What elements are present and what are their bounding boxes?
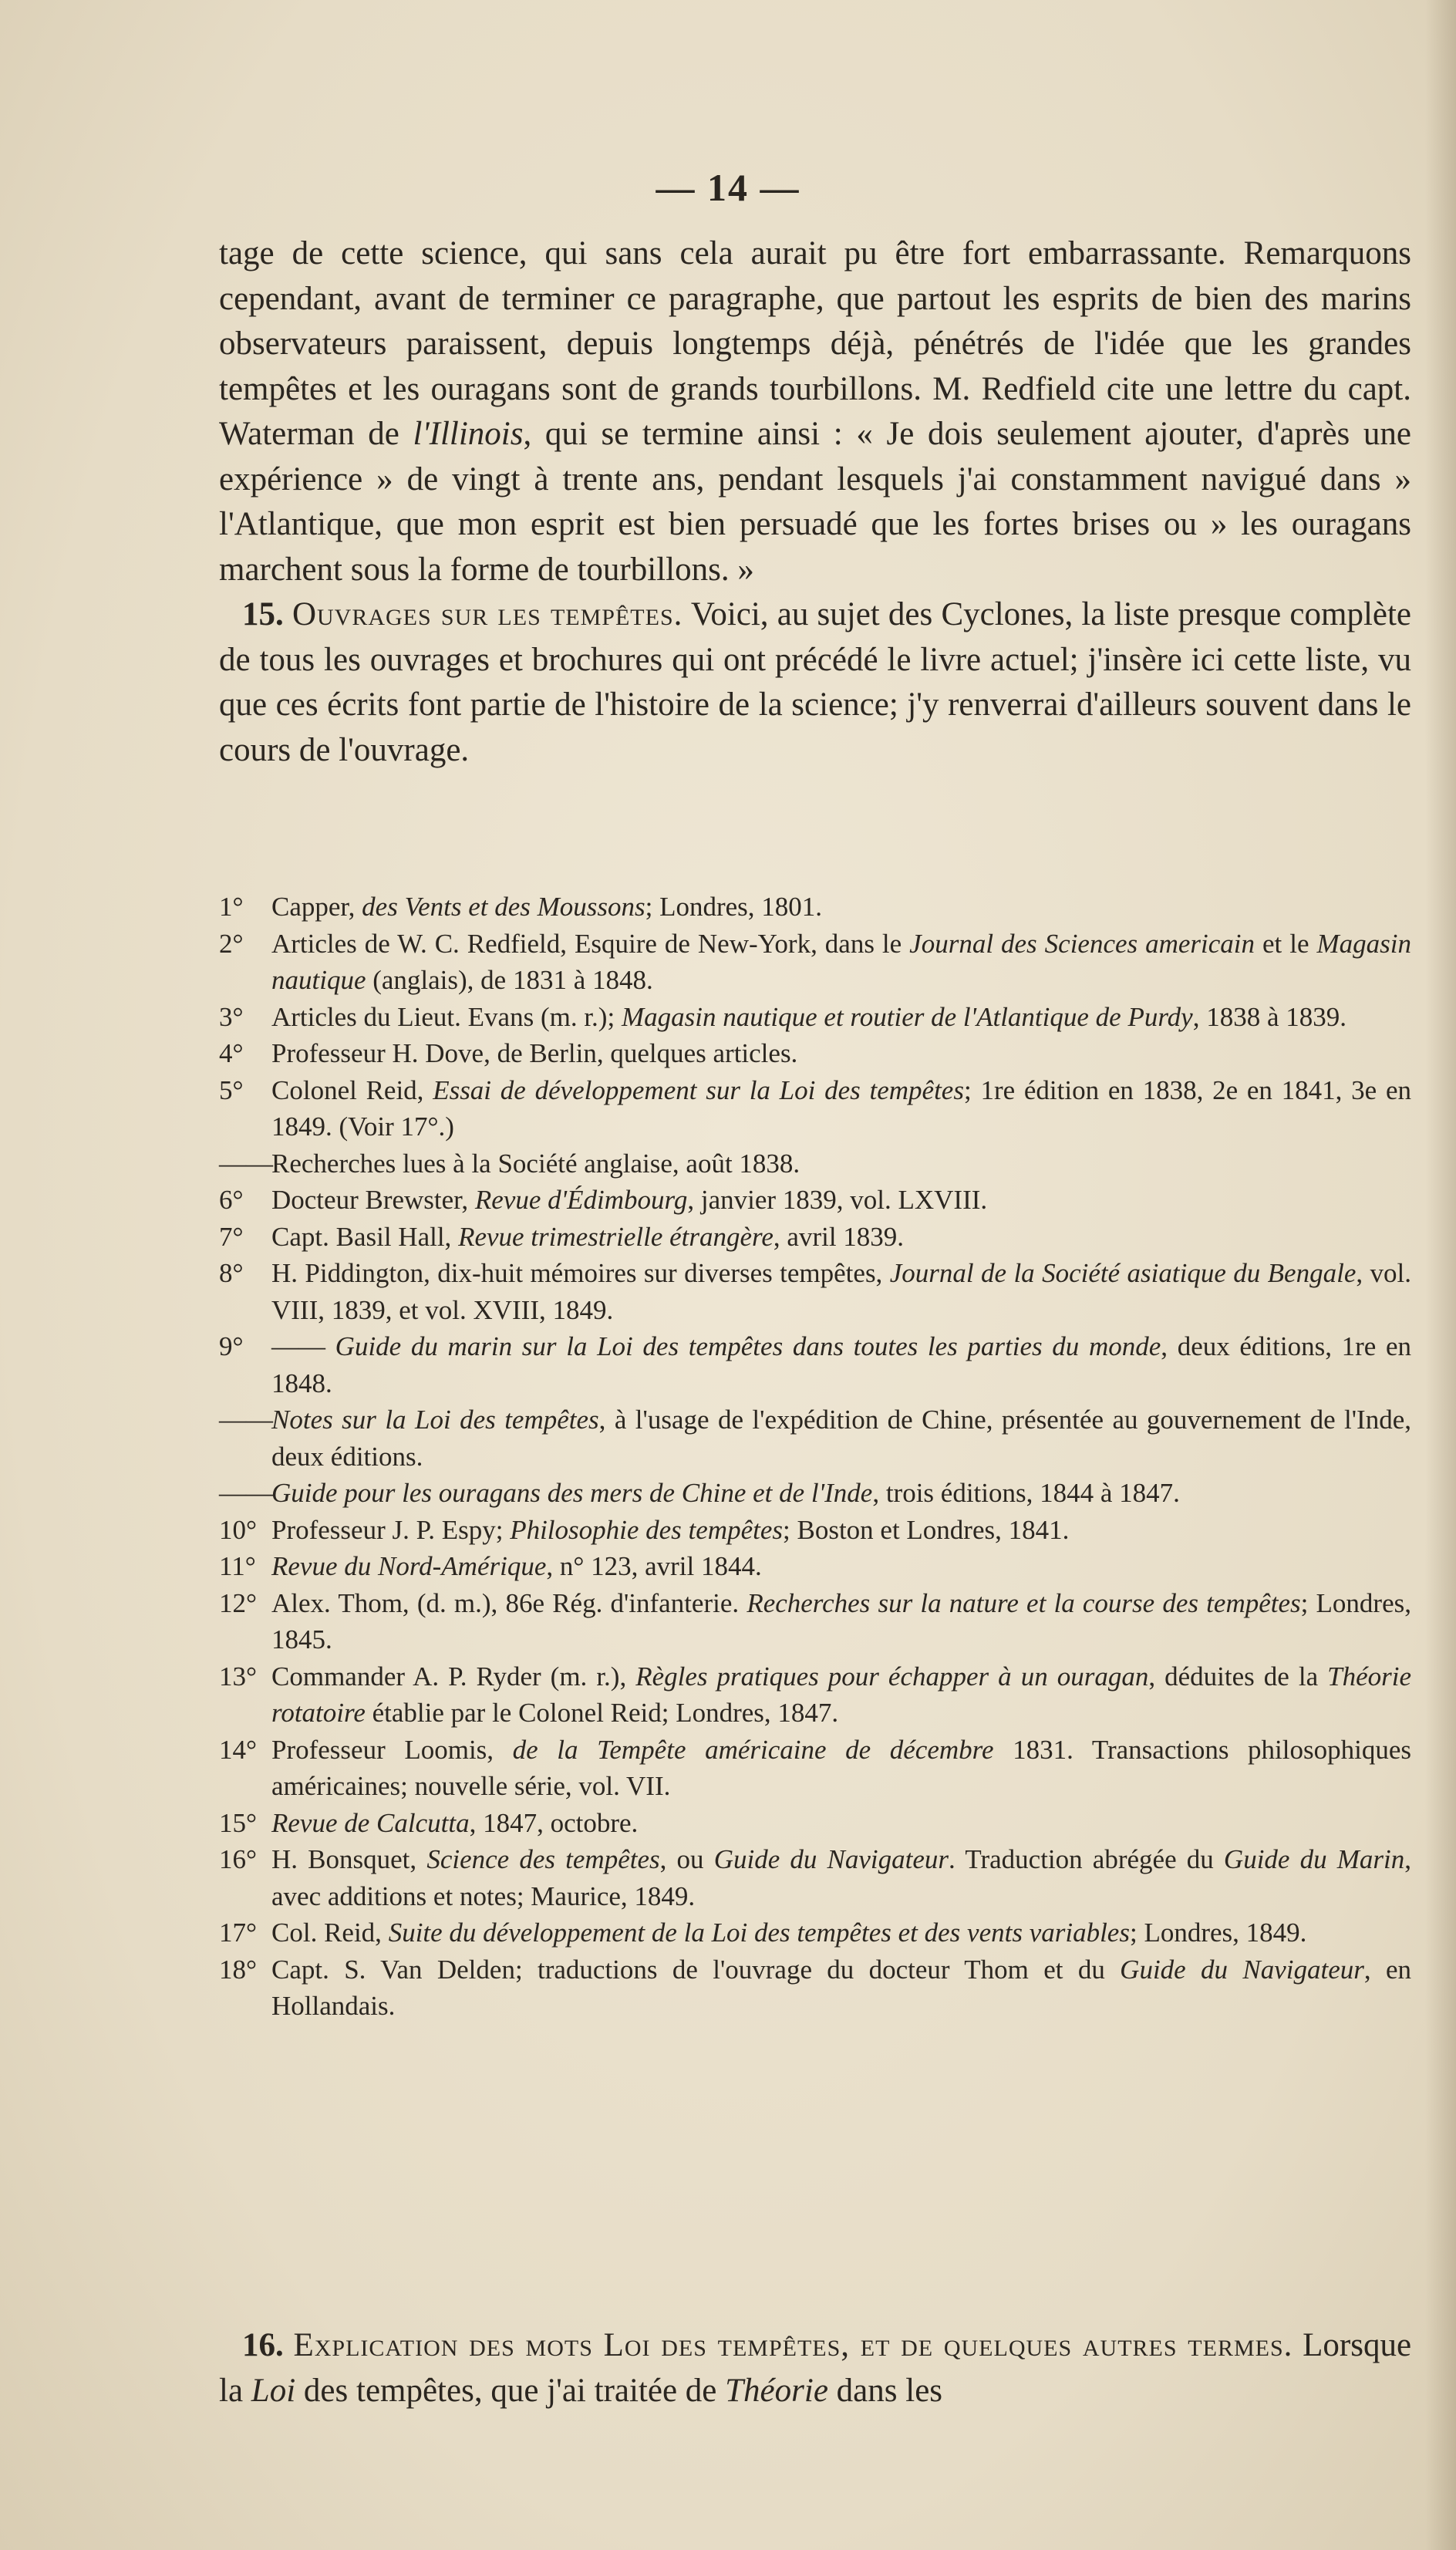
item-text: , avec additions et notes; Maurice, 1849. [271,1844,1412,1911]
item-text: Col. Reid, [271,1918,389,1948]
list-item [219,889,1411,926]
list-item [219,926,1411,999]
list-item [219,1805,1411,1842]
item-text: (anglais), de 1831 à 1848. [366,965,653,995]
page-edge-shadow [1425,0,1456,2550]
item-number: 1° [219,892,244,922]
item-title: Règles pratiques pour échapper à un ouragan [635,1661,1149,1692]
item-text: ; Londres, 1801. [645,892,823,922]
item-number: 15° [219,1807,257,1838]
item-title: Philosophie des tempêtes [510,1514,783,1545]
section-16-paragraph [219,2323,1411,2413]
item-title: Magasin nautique et routier de l'Atlantique de Purdy [621,1001,1193,1032]
list-item [219,1951,1411,2025]
item-number: 13° [219,1661,257,1692]
paragraph-text: tage de cette science, qui sans cela aurait pu être fort embarrassante. Remarquons cependant, avant de terminer ce paragraphe, que partout les esprits de bien des marins observateurs paraissent, depuis longtemps déjà, pénétrés de l'idée que les grandes tempêtes et les ouragans sont de grands tourbillons. M. Redfield cite une lettre du capt. Waterman de [219,235,1411,452]
list-item [219,1401,1411,1475]
section-title: Ouvrages sur les tempêtes. [292,596,683,632]
list-item [219,999,1411,1036]
page-number: — 14 — [656,166,800,209]
item-number: 3° [219,1001,244,1032]
item-text: Capper, [271,892,362,922]
item-number: —— [219,1405,273,1435]
item-number: 4° [219,1038,244,1068]
item-title: Revue du Nord-Amérique [271,1551,547,1581]
item-number: 7° [219,1221,244,1252]
section-text: dans les [827,2372,943,2409]
section-15 [219,592,1411,773]
list-item [219,1841,1411,1914]
item-text: , n° 123, avril 1844. [546,1551,762,1581]
item-number: 17° [219,1918,257,1948]
item-title: Journal des Sciences americain [909,928,1255,959]
item-text: ; Londres, 1845. [271,1587,1411,1654]
section-number: 15. [242,596,284,632]
section-title: Explication des mots Loi des tempêtes, et de quelques autres termes. [293,2327,1293,2363]
item-number: 16° [219,1844,257,1874]
section-text: Lorsque la [219,2327,1412,2409]
list-item [219,1585,1411,1658]
item-number: 10° [219,1514,257,1545]
item-title: Revue de Calcutta [271,1807,470,1838]
item-number: 6° [219,1185,244,1215]
item-text: , trois éditions, 1844 à 1847. [872,1478,1180,1508]
section-term: Théorie [725,2372,828,2409]
item-number: 8° [219,1258,244,1288]
list-item [219,1182,1411,1219]
list-item [219,1548,1411,1585]
item-title: Science des tempêtes [426,1844,660,1874]
item-title: de la Tempête américaine de décembre [512,1734,994,1765]
item-number: 9° [219,1331,244,1361]
item-text: , janvier 1839, vol. LXVIII. [687,1185,988,1215]
item-text: , en Hollandais. [271,1954,1411,2021]
list-item [219,1475,1411,1512]
item-text: , déduites de la [1148,1661,1328,1692]
section-number: 16. [242,2327,284,2363]
item-text: ; Boston et Londres, 1841. [783,1514,1070,1545]
item-text: Alex. Thom, (d. m.), 86e Rég. d'infanterie. [271,1587,747,1618]
item-title: Guide du Marin [1223,1844,1405,1874]
item-title: Guide pour les ouragans des mers de Chine et de l'Inde [271,1478,873,1508]
item-title: Revue trimestrielle étrangère [458,1221,774,1252]
item-title: Théorie rotatoire [271,1661,1412,1728]
item-title: Revue d'Édimbourg [474,1185,688,1215]
item-text: —— [271,1331,335,1361]
item-title: Magasin nautique [271,928,1411,995]
item-text: Professeur Loomis, [271,1734,513,1765]
item-text: Docteur Brewster, [271,1185,475,1215]
list-item [219,1732,1411,1805]
item-title: Recherches sur la nature et la course des tempêtes [747,1587,1301,1618]
item-text: établie par le Colonel Reid; Londres, 1847. [365,1698,839,1728]
item-text: , à l'usage de l'expédition de Chine, présentée au gouvernement de l'Inde, deux éditions. [271,1405,1412,1472]
list-item [219,1219,1411,1256]
item-text: H. Piddington, dix-huit mémoires sur diverses tempêtes, [271,1258,890,1288]
item-title: Notes sur la Loi des tempêtes [271,1405,599,1435]
section-text: Voici, au sujet des Cyclones, la liste presque complète de tous les ouvrages et brochures qui ont précédé le livre actuel; j'insère ici cette liste, vu que ces écrits font partie de l'histoire de la science; j'y renverrai d'ailleurs souvent dans le cours de l'ouvrage. [219,596,1412,768]
list-item [219,1512,1411,1549]
item-title: Guide du Navigateur [713,1844,949,1874]
item-text: , avril 1839. [773,1221,905,1252]
main-text [219,231,1411,773]
item-number: 12° [219,1587,257,1618]
item-text: ; Londres, 1849. [1129,1918,1307,1948]
item-text: , 1838 à 1839. [1192,1001,1346,1032]
item-title: Guide du marin sur la Loi des tempêtes dans toutes les parties du monde [335,1331,1161,1361]
item-text: . Traduction abrégée du [949,1844,1224,1874]
item-text: Articles de W. C. Redfield, Esquire de New-York, dans le [271,928,910,959]
item-text: Colonel Reid, [271,1074,433,1105]
paragraph-14-continuation [219,231,1411,592]
item-text: , ou [659,1844,714,1874]
item-text: , deux éditions, 1re en 1848. [271,1331,1412,1398]
item-text: Professeur H. Dove, de Berlin, quelques articles. [271,1038,798,1068]
section-term: Loi [251,2372,296,2409]
list-item [219,1072,1411,1145]
list-item [219,1658,1411,1732]
item-number: 11° [219,1551,256,1581]
item-title: Essai de développement sur la Loi des tempêtes [433,1074,964,1105]
list-item [219,1255,1411,1328]
list-item [219,1328,1411,1401]
item-text: Capt. S. Van Delden; traductions de l'ouvrage du docteur Thom et du [271,1954,1121,1985]
item-text: ; 1re édition en 1838, 2e en 1841, 3e en 1849. (Voir 17°.) [271,1074,1411,1142]
list-item [219,1914,1411,1951]
list-item [219,1035,1411,1072]
ship-name: l'Illinois [413,416,524,452]
item-number: 14° [219,1734,257,1765]
item-title: des Vents et des Moussons [362,892,645,922]
item-text: Recherches lues à la Société anglaise, août 1838. [271,1148,800,1179]
list-item [219,1145,1411,1182]
bibliography-list [219,889,1411,2025]
item-title: Journal de la Société asiatique du Bengale [889,1258,1357,1288]
item-text: Articles du Lieut. Evans (m. r.); [271,1001,622,1032]
item-number: —— [219,1478,273,1508]
item-text: , vol. VIII, 1839, et vol. XVIII, 1849. [271,1258,1411,1325]
item-text: H. Bonsquet, [271,1844,427,1874]
item-number: 5° [219,1074,244,1105]
paragraph-text-end: , qui se termine ainsi : « Je dois seulement ajouter, d'après une expérience » de vingt à trente ans, pendant lesquels j'ai constamment navigué dans » l'Atlantique, que mon esprit est bien persuadé que les fortes brises ou » les ouragans marchent sous la forme de tourbillons. » [219,416,1412,588]
item-text: Commander A. P. Ryder (m. r.), [271,1661,636,1692]
item-text: Professeur J. P. Espy; [271,1514,511,1545]
item-number: 2° [219,928,244,959]
item-text: et le [1255,928,1317,959]
item-text: Capt. Basil Hall, [271,1221,459,1252]
section-16 [219,2323,1411,2413]
item-title: Suite du développement de la Loi des tempêtes et des vents variables [388,1918,1130,1948]
item-number: 18° [219,1954,257,1985]
item-number: —— [219,1148,273,1179]
item-text: , 1847, octobre. [469,1807,639,1838]
item-text: 1831. Transactions philosophiques américaines; nouvelle série, vol. VII. [271,1734,1411,1801]
item-title: Guide du Navigateur [1120,1954,1364,1985]
section-text: des tempêtes, que j'ai traitée de [295,2372,726,2409]
